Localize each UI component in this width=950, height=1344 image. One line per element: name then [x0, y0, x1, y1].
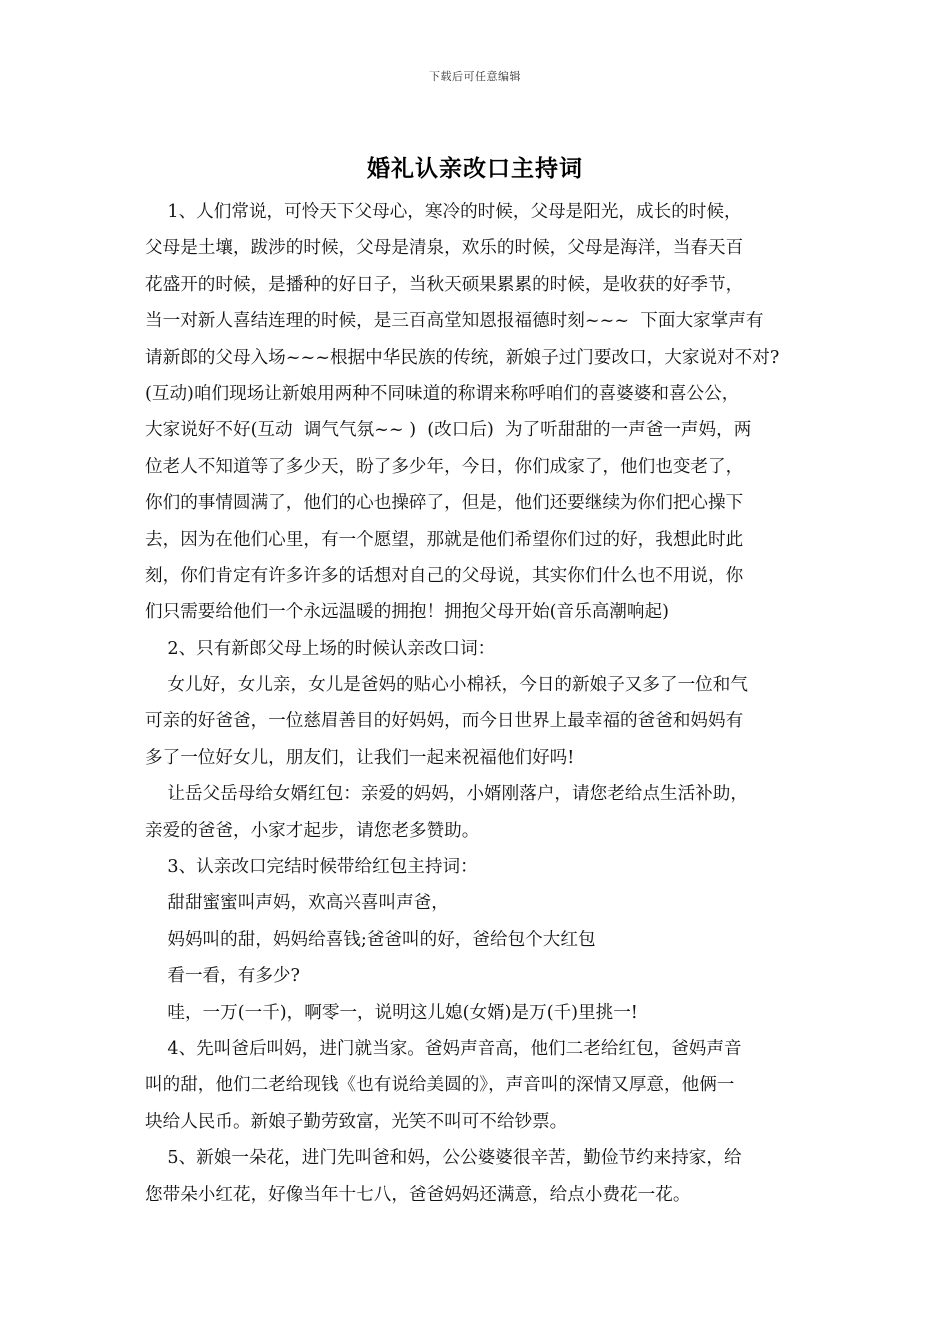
text-line: 您带朵小红花，好像当年十七八，爸爸妈妈还满意，给点小费花一花。 [145, 1184, 691, 1205]
header-note: 下载后可任意编辑 [429, 70, 521, 83]
text-line: 女儿好，女儿亲，女儿是爸妈的贴心小棉袄，今日的新娘子又多了一位和气 [145, 675, 748, 696]
text-line: 5、新娘一朵花，进门先叫爸和妈，公公婆婆很辛苦，勤俭节约来持家，给 [145, 1148, 742, 1169]
text-line: (互动)咱们现场让新娘用两种不同味道的称谓来称呼咱们的喜婆婆和喜公公， [145, 383, 740, 404]
text-line: 妈妈叫的甜，妈妈给喜钱;爸爸叫的好，爸给包个大红包 [145, 929, 596, 950]
text-line: 看一看，有多少? [145, 966, 300, 987]
text-line: 位老人不知道等了多少天，盼了多少年，今日，你们成家了，他们也变老了， [145, 456, 744, 477]
page-title: 婚礼认亲改口主持词 [367, 155, 583, 182]
text-line: 请新郎的父母入场~~~根据中华民族的传统，新娘子过门要改口，大家说对不对? [145, 347, 780, 368]
text-line: 刻，你们肯定有许多许多的话想对自己的父母说，其实你们什么也不用说，你 [145, 565, 744, 586]
text-line: 们只需要给他们一个永远温暖的拥抱！拥抱父母开始(音乐高潮响起) [145, 602, 669, 623]
text-line: 1、人们常说，可怜天下父母心，寒冷的时候，父母是阳光，成长的时候， [145, 202, 742, 222]
text-line: 可亲的好爸爸，一位慈眉善目的好妈妈，而今日世界上最幸福的爸爸和妈妈有 [145, 711, 744, 732]
text-line: 块给人民币。新娘子勤劳致富，光笑不叫可不给钞票。 [145, 1111, 568, 1132]
text-line: 去，因为在他们心里，有一个愿望，那就是他们希望你们过的好，我想此时此 [145, 529, 744, 550]
text-line: 4、先叫爸后叫妈，进门就当家。爸妈声音高，他们二老给红包，爸妈声音 [145, 1038, 742, 1059]
text-line: 哇，一万(一千)，啊零一，说明这儿媳(女婿)是万(千)里挑一! [145, 1002, 638, 1023]
text-line: 甜甜蜜蜜叫声妈，欢高兴喜叫声爸， [145, 893, 449, 914]
text-line: 多了一位好女儿，朋友们，让我们一起来祝福他们好吗! [145, 747, 575, 768]
text-line: 让岳父岳母给女婿红包：亲爱的妈妈，小婿刚落户，请您老给点生活补助， [145, 784, 748, 805]
text-line: 你们的事情圆满了，他们的心也操碎了，但是，他们还要继续为你们把心操下 [145, 493, 744, 514]
text-line: 当一对新人喜结连理的时候，是三百高堂知恩报福德时刻~~~ 下面大家掌声有 [145, 311, 764, 332]
text-line: 叫的甜，他们二老给现钱《也有说给美圆的》，声音叫的深情又厚意，他俩一 [145, 1075, 735, 1096]
text-line: 2、只有新郎父母上场的时候认亲改口词： [145, 638, 496, 659]
text-line: 3、认亲改口完结时候带给红包主持词： [145, 857, 478, 878]
text-line: 父母是土壤，跋涉的时候，父母是清泉，欢乐的时候，父母是海洋，当春天百 [145, 238, 744, 259]
text-line: 花盛开的时候，是播种的好日子，当秋天硕果累累的时候，是收获的好季节， [145, 274, 744, 295]
document-body [145, 194, 820, 1213]
text-line: 大家说好不好(互动 调气气氛~~ ) (改口后) 为了听甜甜的一声爸一声妈，两 [145, 420, 752, 441]
text-line: 亲爱的爸爸，小家才起步，请您老多赞助。 [145, 820, 480, 841]
